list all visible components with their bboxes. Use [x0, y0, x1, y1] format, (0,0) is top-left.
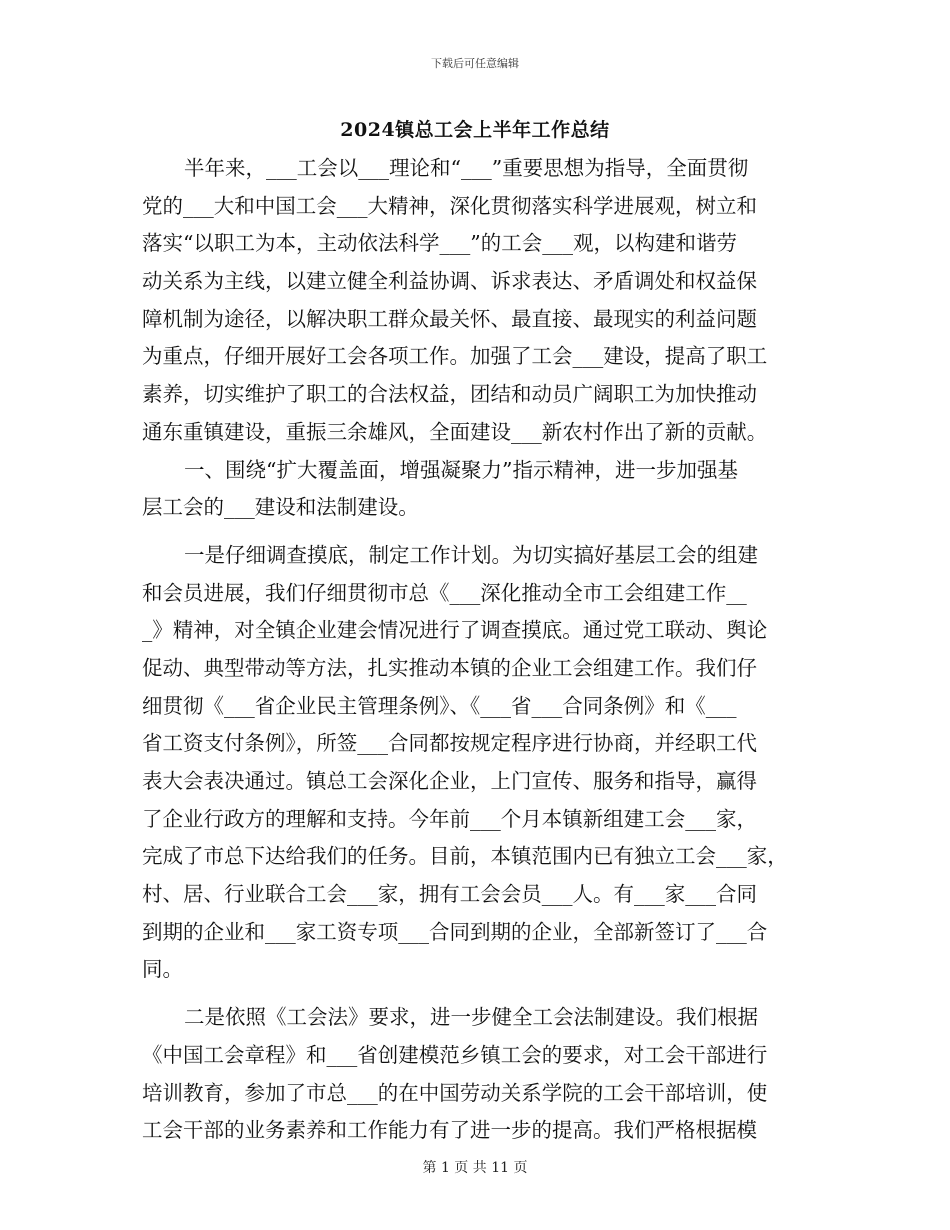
- text-line: _》精神，对全镇企业建会情况进行了调查摸底。通过党工联动、舆论: [142, 618, 768, 643]
- text-line: 为重点，仔细开展好工会各项工作。加强了工会___建设，提高了职工: [142, 344, 768, 369]
- text-line: 二是依照《工会法》要求，进一步健全工会法制建设。我们根据: [184, 1005, 758, 1030]
- text-line: 半年来，___工会以___理论和“___”重要思想为指导，全面贯彻: [184, 156, 749, 180]
- text-line: 了企业行政方的理解和支持。今年前___个月本镇新组建工会___家，: [142, 806, 757, 831]
- text-line: 省工资支付条例》，所签___合同都按规定程序进行协商，并经职工代: [142, 731, 757, 756]
- document-title: 2024镇总工会上半年工作总结: [340, 119, 610, 141]
- text-line: 促动、典型带动等方法，扎实推动本镇的企业工会组建工作。我们仔: [142, 655, 757, 680]
- text-line: 细贯彻《___省企业民主管理条例》、《___省___合同条例》和《___: [142, 693, 737, 718]
- text-line: 通东重镇建设，重振三余雄风，全面建设___新农村作出了新的贡献。: [142, 419, 768, 444]
- text-line: 一是仔细调查摸底，制定工作计划。为切实搞好基层工会的组建: [184, 542, 758, 567]
- text-line: 到期的企业和___家工资专项___合同到期的企业，全部新签订了___合: [142, 919, 768, 944]
- text-line: 村、居、行业联合工会___家，拥有工会会员___人。有___家___合同: [142, 882, 757, 907]
- text-line: 动关系为主线，以建立健全利益协调、诉求表达、矛盾调处和权益保: [142, 269, 757, 294]
- text-line: 表大会表决通过。镇总工会深化企业，上门宣传、服务和指导，赢得: [142, 769, 757, 793]
- text-line: 素养，切实维护了职工的合法权益，团结和动员广阔职工为加快推动: [142, 382, 757, 407]
- text-line: 障机制为途径，以解决职工群众最关怀、最直接、最现实的利益问题: [142, 306, 757, 331]
- text-line: 完成了市总下达给我们的任务。目前，本镇范围内已有独立工会___家，: [142, 844, 788, 869]
- text-line: 培训教育，参加了市总___的在中国劳动关系学院的工会干部培训，使: [142, 1080, 768, 1105]
- text-line: 同。: [142, 957, 183, 982]
- text-line: 党的___大和中国工会___大精神，深化贯彻落实科学进展观，树立和: [142, 193, 757, 218]
- text-line: 和会员进展，我们仔细贯彻市总《___深化推动全市工会组建工作__: [142, 580, 747, 605]
- text-line: 一、围绕“扩大覆盖面，增强凝聚力”指示精神，进一步加强基: [184, 457, 738, 482]
- text-line: 工会干部的业务素养和工作能力有了进一步的提高。我们严格根据模: [142, 1118, 757, 1143]
- text-line: 《中国工会章程》和___省创建模范乡镇工会的要求，对工会干部进行: [142, 1042, 768, 1067]
- text-line: 落实“以职工为本，主动依法科学___”的工会___观，以构建和谐劳: [142, 231, 737, 256]
- page-number-footer: 第 1 页 共 11 页: [422, 1160, 528, 1176]
- document-body: [142, 150, 822, 1150]
- header-note: 下载后可任意编辑: [431, 57, 519, 70]
- text-line: 层工会的___建设和法制建设。: [142, 495, 419, 520]
